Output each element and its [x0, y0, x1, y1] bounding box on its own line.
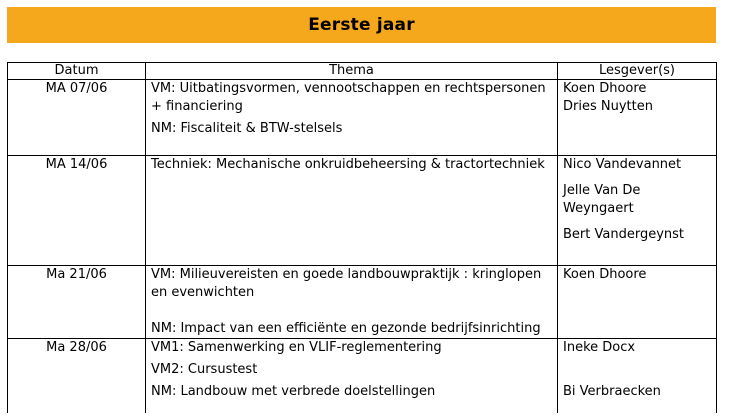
- teacher-name: Ineke Docx: [563, 340, 636, 355]
- page-title: Eerste jaar: [7, 7, 716, 43]
- topic-item: NM: Impact van een efficiënte en gezonde bedrijfsinrichting: [151, 321, 541, 336]
- teacher-name: Jelle Van De Weyngaert: [563, 183, 641, 216]
- topic-item: VM2: Cursustest: [151, 362, 258, 377]
- teacher-name: Nico Vandevannet: [563, 157, 682, 172]
- column-header-topic: Thema: [146, 63, 558, 80]
- table-row: [8, 339, 717, 413]
- row-teachers: [558, 156, 717, 266]
- topic-item: VM: Uitbatingsvormen, vennootschappen en rechtspersonen + financiering: [151, 81, 546, 114]
- teacher-name: Bert Vandergeynst: [563, 227, 684, 242]
- row-date: MA 07/06: [8, 80, 146, 156]
- column-header-teacher: Lesgever(s): [558, 63, 717, 80]
- table-row: [8, 156, 717, 266]
- header-row: [8, 63, 717, 80]
- topic-item: Techniek: Mechanische onkruidbeheersing & tractortechniek: [151, 157, 545, 172]
- row-teachers: [558, 266, 717, 339]
- teacher-name: Koen Dhoore: [563, 81, 647, 96]
- row-topics: [146, 339, 558, 413]
- row-teachers: [558, 339, 717, 413]
- teacher-name: Bi Verbraecken: [563, 384, 661, 399]
- topic-item: VM: Milieuvereisten en goede landbouwpraktijk : kringlopen en evenwichten: [151, 267, 542, 300]
- column-header-date: Datum: [8, 63, 146, 80]
- teacher-name: Dries Nuytten: [563, 99, 653, 114]
- topic-item: NM: Landbouw met verbrede doelstellingen: [151, 384, 436, 399]
- schedule-table: [7, 62, 717, 413]
- row-topics: [146, 266, 558, 339]
- row-topics: [146, 80, 558, 156]
- topic-item: VM1: Samenwerking en VLIF-reglementering: [151, 340, 442, 355]
- teacher-name: Koen Dhoore: [563, 267, 647, 282]
- row-topics: [146, 156, 558, 266]
- row-teachers: [558, 80, 717, 156]
- row-date: MA 14/06: [8, 156, 146, 266]
- table-row: [8, 266, 717, 339]
- row-date: Ma 28/06: [8, 339, 146, 413]
- table-row: [8, 80, 717, 156]
- row-date: Ma 21/06: [8, 266, 146, 339]
- topic-item: NM: Fiscaliteit & BTW-stelsels: [151, 121, 343, 136]
